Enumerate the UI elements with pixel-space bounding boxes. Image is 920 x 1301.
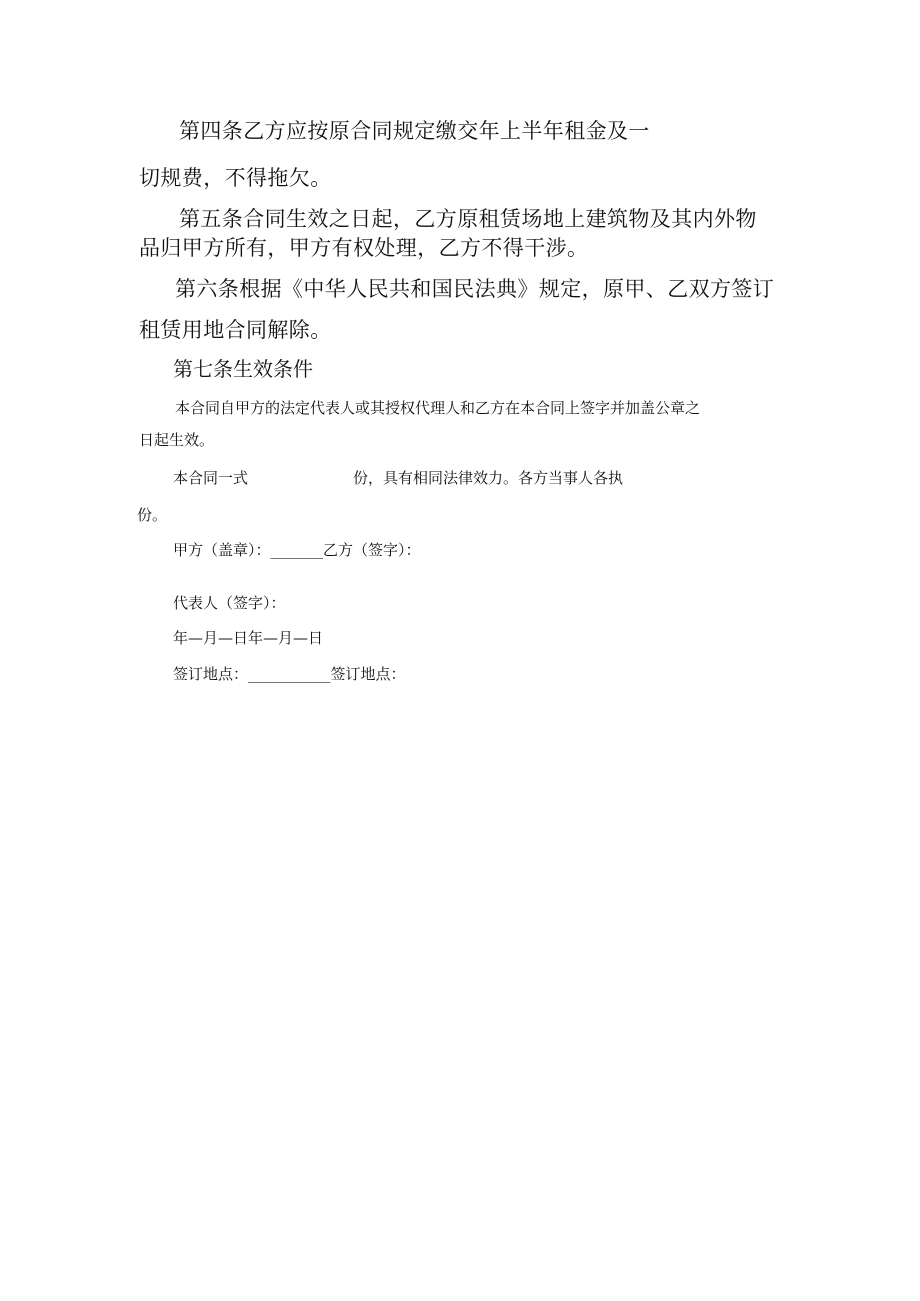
party-a-seal-line: 甲方（盖章）：_______乙方（签字）：: [173, 541, 421, 559]
article5-line2: 品归甲方所有，甲方有权处理，乙方不得干涉。: [139, 236, 589, 260]
article7-para-line1: 本合同自甲方的法定代表人或其授权代理人和乙方在本合同上签字并加盖公章之: [175, 399, 701, 417]
article4-line1: 第四条乙方应按原合同规定缴交年上半年租金及一: [179, 119, 650, 143]
copies-part2: 份，具有相同法律效力。各方当事人各执: [353, 469, 624, 487]
article5-line1: 第五条合同生效之日起，乙方原租赁场地上建筑物及其内外物: [179, 207, 757, 231]
representative-signature-line: 代表人（签字）：: [173, 594, 286, 612]
article7-heading: 第七条生效条件: [173, 357, 313, 381]
copies-part1: 本合同一式: [173, 469, 249, 487]
copies-part3: 份。: [137, 506, 168, 524]
date-line: 年—月—日年—月—日: [173, 629, 324, 647]
article6-line1: 第六条根据《中华人民共和国民法典》规定，原甲、乙双方签订: [175, 277, 775, 301]
signing-place-line: 签订地点：___________签订地点：: [173, 665, 406, 683]
article7-para-line2: 日起生效。: [139, 431, 215, 449]
article4-line2: 切规费，不得拖欠。: [139, 166, 332, 190]
article6-line2: 租赁用地合同解除。: [139, 318, 332, 342]
